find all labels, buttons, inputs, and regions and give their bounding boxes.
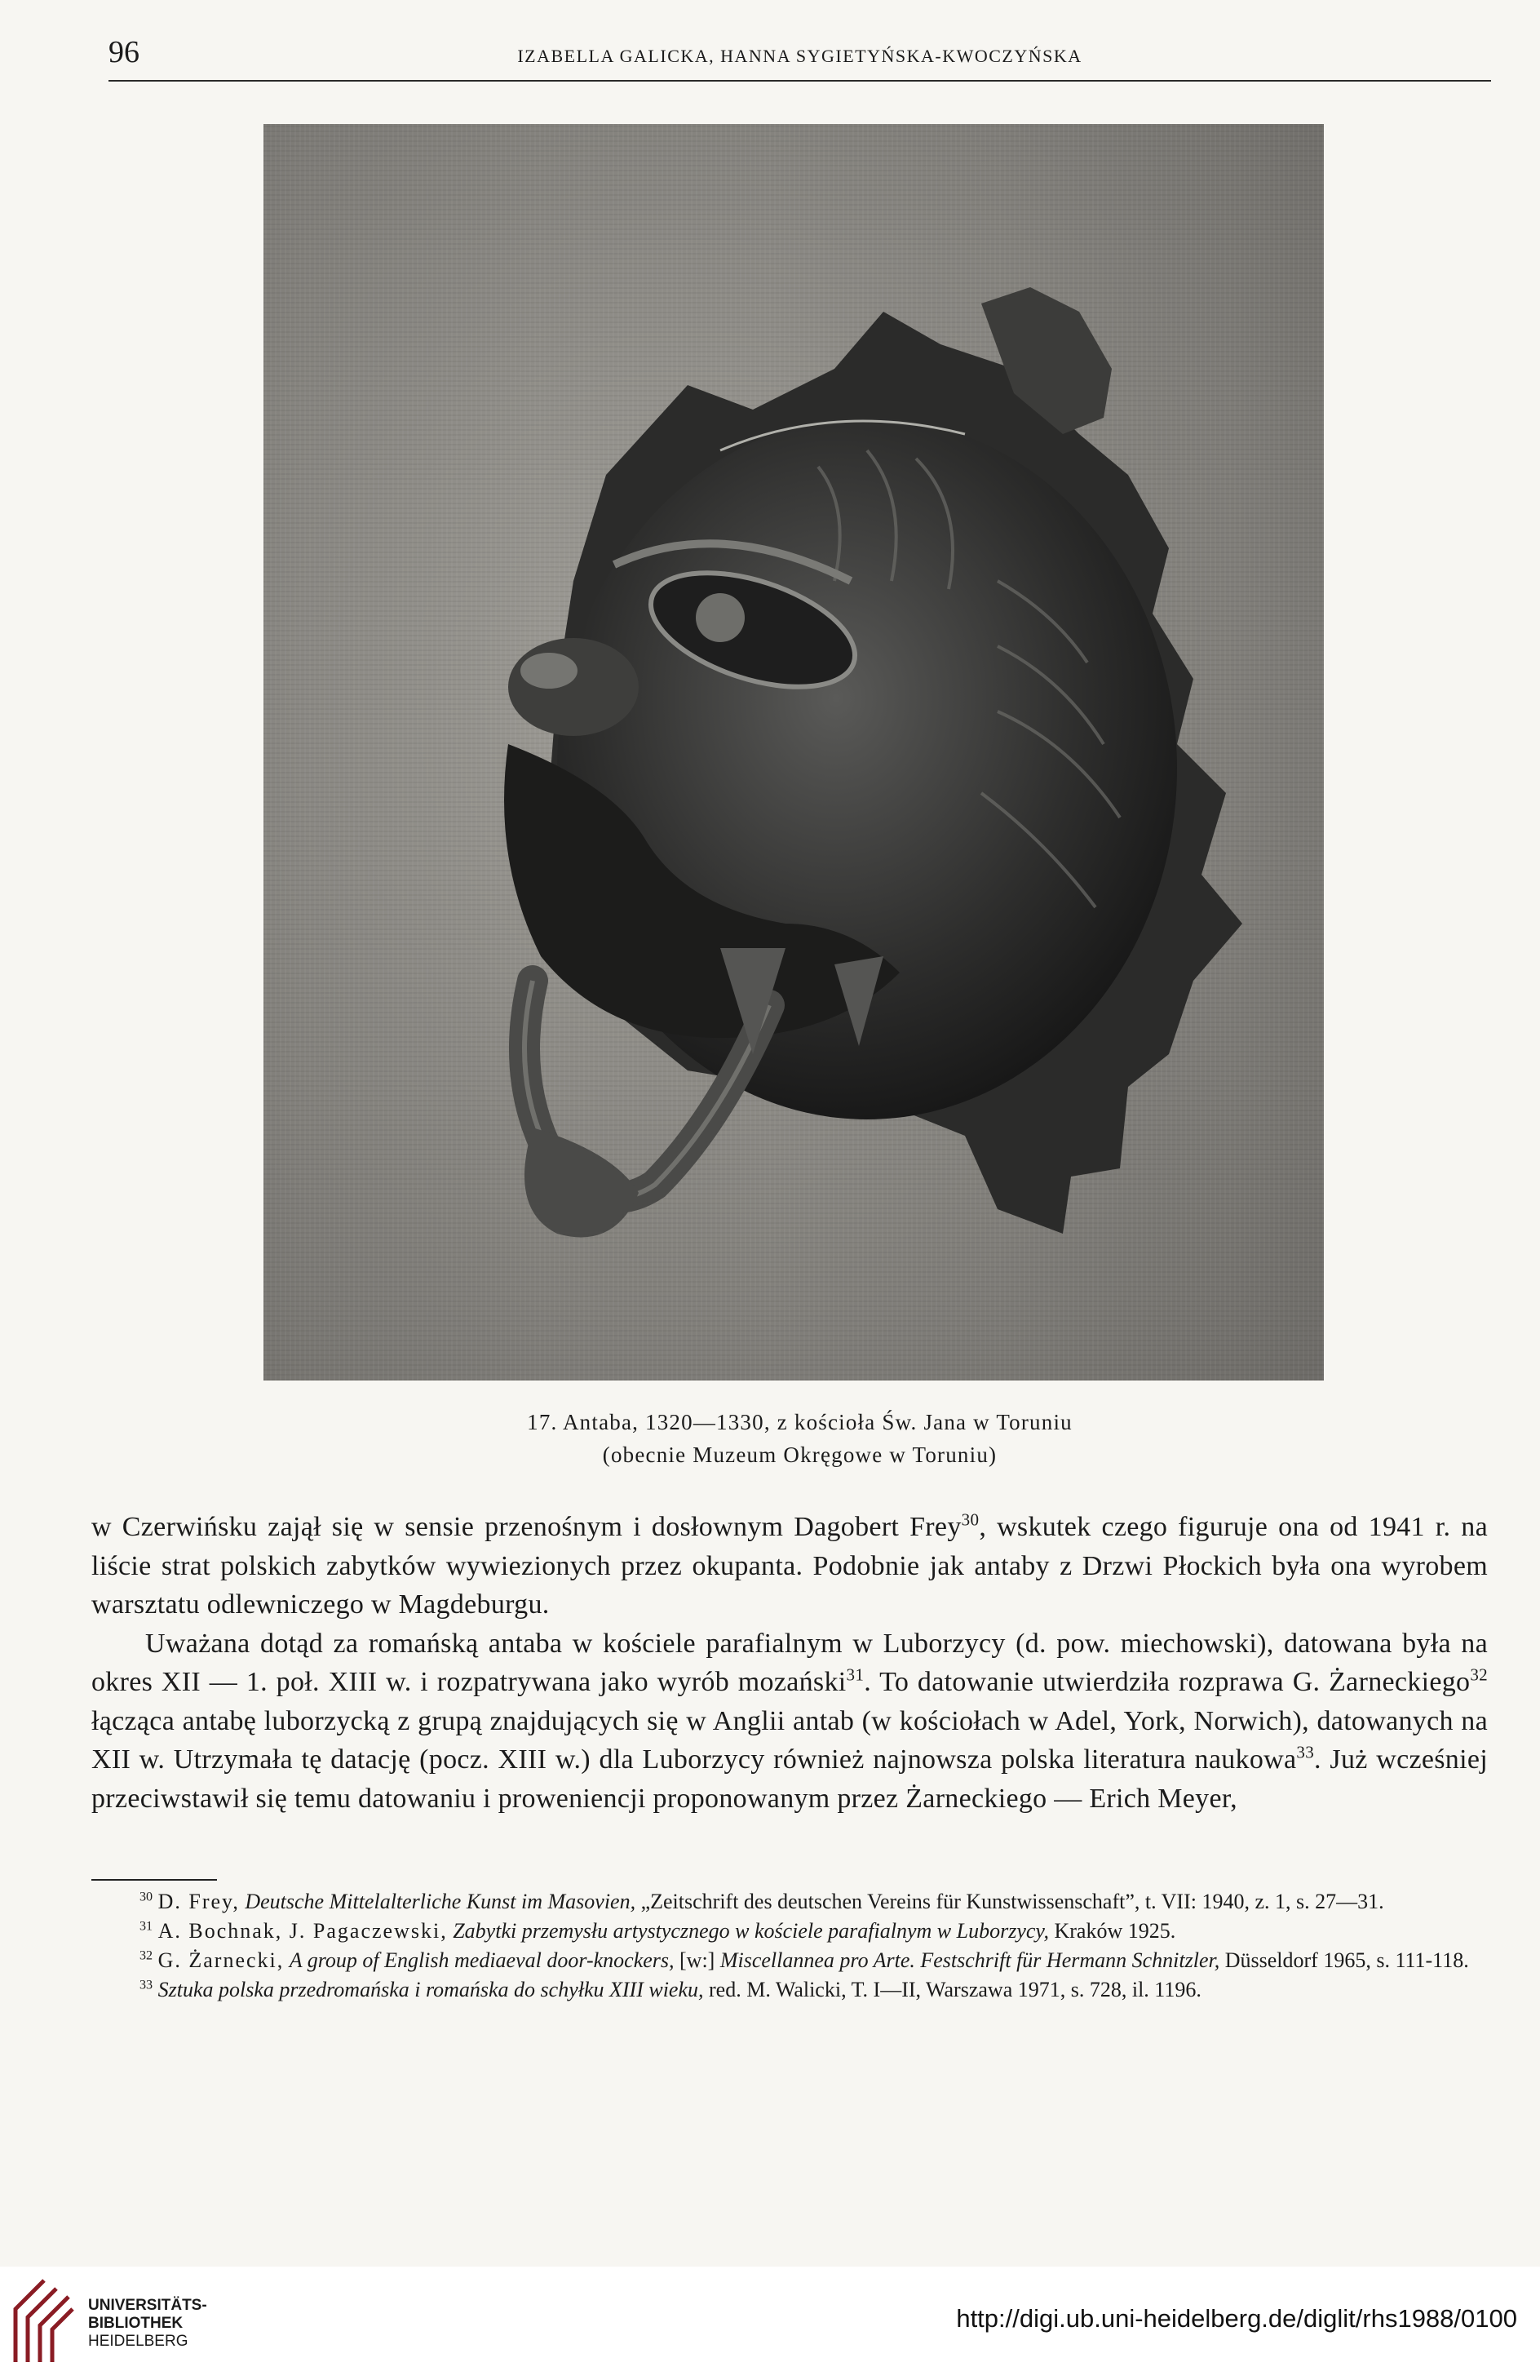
- footnote-number: 31: [139, 1919, 153, 1934]
- footnote-rest: [w:]: [679, 1948, 715, 1972]
- permalink-url[interactable]: http://digi.ub.uni-heidelberg.de/diglit/rhs1988/0100: [956, 2304, 1517, 2333]
- text-run: łącząca antabę luborzycką z grupą znajdujących się w Anglii antab (w kościołach w Adel, York, Norwich), datowanych na XII w. Utrzymała tę datację (pocz. XIII w.) dla Luborzycy również najnowsza polska literatura naukowa: [91, 1705, 1488, 1775]
- footnote-31: [91, 1917, 1488, 1946]
- footnote-ref: 33: [1296, 1742, 1315, 1762]
- footnote-title: A group of English mediaeval door-knockers,: [289, 1948, 675, 1972]
- university-library-logo-icon: [11, 2276, 77, 2366]
- footnote-number: 33: [139, 1978, 153, 1992]
- footnote-title: Miscellannea pro Arte. Festschrift für Hermann Schnitzler,: [719, 1948, 1220, 1972]
- lion-head-door-knocker-photo: [263, 124, 1324, 1381]
- figure-photo: [263, 124, 1324, 1381]
- running-head: IZABELLA GALICKA, HANNA SYGIETYŃSKA-KWOCZYŃSKA: [517, 46, 1082, 66]
- header-rule: [108, 80, 1491, 82]
- footnote-32: [91, 1946, 1488, 1975]
- library-name-line-1: UNIVERSITÄTS-: [88, 2297, 207, 2314]
- caption-line-1: 17. Antaba, 1320—1330, z kościoła Św. Jana w Toruniu: [527, 1410, 1073, 1434]
- footnote-rule: [91, 1879, 217, 1881]
- footnote-rest: Düsseldorf 1965, s. 111-118.: [1224, 1948, 1469, 1972]
- text-run: . To datowanie utwierdziła rozprawa G. Żarneckiego: [864, 1667, 1471, 1697]
- footnote-title: Sztuka polska przedromańska i romańska do schyłku XIII wieku,: [157, 1978, 704, 2001]
- footnote-rest: Kraków 1925.: [1054, 1919, 1176, 1943]
- library-name-line-3: HEIDELBERG: [88, 2333, 188, 2350]
- footnote-author: D. Frey,: [157, 1890, 240, 1913]
- footnote-number: 30: [139, 1890, 153, 1904]
- paragraph-2: [91, 1624, 1488, 1819]
- footnote-title: Deutsche Mittelalterliche Kunst im Masovien,: [245, 1890, 636, 1913]
- digitization-footer: [0, 2267, 1540, 2380]
- paragraph-1: [91, 1508, 1488, 1624]
- library-name: [88, 2297, 207, 2351]
- footnote-ref: 30: [961, 1509, 980, 1530]
- page-number: 96: [108, 35, 139, 69]
- library-name-line-2: BIBLIOTHEK: [88, 2315, 184, 2332]
- footnote-30: [91, 1887, 1488, 1917]
- caption-line-2: (obecnie Muzeum Okręgowe w Toruniu): [602, 1443, 998, 1467]
- text-run: , wskutek czego figuruje ona od 1941 r. na liście strat polskich zabytków wywiezionych przez okupanta. Podobnie jak antaby z Drzwi Płockich była ona wyrobem warsztatu odlewniczego w Magdeburgu.: [91, 1512, 1488, 1620]
- footnote-33: [91, 1975, 1488, 2005]
- footnote-rest: „Zeitschrift des deutschen Vereins für Kunstwissenschaft”, t. VII: 1940, z. 1, s. 27—31.: [640, 1890, 1384, 1913]
- text-run: w Czerwińsku zajął się w sensie przenośnym i dosłownym Dagobert Frey: [91, 1512, 962, 1542]
- footnote-ref: 32: [1470, 1664, 1488, 1685]
- footnote-author: A. Bochnak, J. Pagaczewski,: [157, 1919, 448, 1943]
- footnotes: [91, 1887, 1488, 2005]
- footnote-number: 32: [139, 1948, 153, 1963]
- text-run: Uważana dotąd za romańską antaba w kościele parafialnym w Luborzycy (d. pow. miechowski), datowana była na okres XII — 1. poł. XIII w. i rozpatrywana jako wyrób mozański: [91, 1628, 1488, 1697]
- footnote-title: Zabytki przemysłu artystycznego w kościele parafialnym w Luborzycy,: [453, 1919, 1049, 1943]
- figure-caption: [108, 1406, 1491, 1471]
- text-run: . Już wcześniej przeciwstawił się temu datowaniu i proweniencji proponowanym przez Żarneckiego — Erich Meyer,: [91, 1744, 1488, 1814]
- body-text: [91, 1508, 1488, 1818]
- footnote-rest: red. M. Walicki, T. I—II, Warszawa 1971, s. 728, il. 1196.: [709, 1978, 1201, 2001]
- page-header: [108, 34, 1491, 83]
- footnote-ref: 31: [846, 1664, 865, 1685]
- footnote-author: G. Żarnecki,: [157, 1948, 285, 1972]
